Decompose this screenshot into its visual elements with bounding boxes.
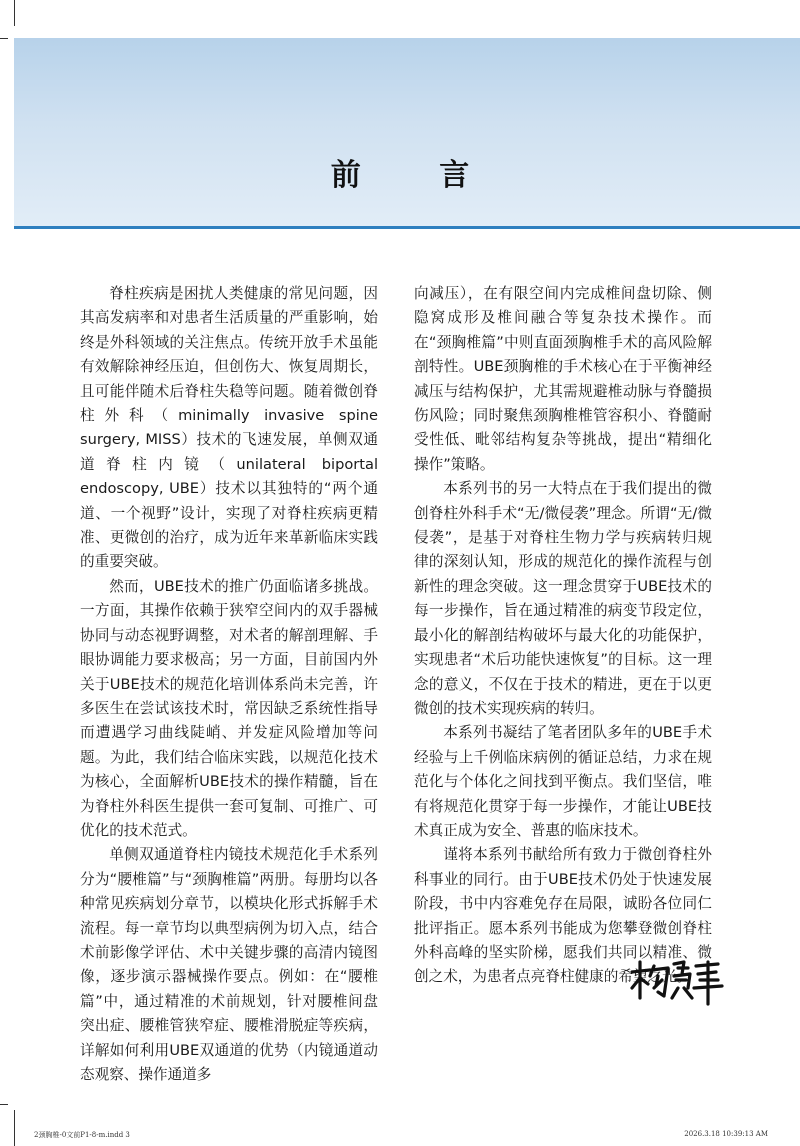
crop-mark-tl-h <box>0 38 8 39</box>
page-title: 前 言 <box>330 158 504 193</box>
header-banner <box>14 38 800 228</box>
paragraph-continuation: 向减压），在有限空间内完成椎间盘切除、侧隐窝成形及椎间融合等复杂技术操作。而在“颈胸椎篇”中则直面颈胸椎手术的高风险解剖特性。UBE颈胸椎的手术核心在于平衡神经减压与结构保护，尤其需规避椎动脉与脊髓损伤风险；同时聚焦颈胸椎椎管容积小、脊髓耐受性低、毗邻结构复杂等挑战，提出“精细化操作”策略。 <box>414 285 712 473</box>
left-column <box>80 282 378 1087</box>
crop-mark-bl-v <box>14 1110 15 1146</box>
right-column <box>414 282 712 990</box>
paragraph: 本系列书的另一大特点在于我们提出的微创脊柱外科手术“无/微侵袭”理念。所谓“无/微侵袭”，是基于对脊柱生物力学与疾病转归规律的深刻认知，形成的规范化的操作流程与创新性的理念突破。这一理念贯穿于UBE技术的每一步操作，旨在通过精准的病变节段定位，最小化的解剖结构破坏与最大化的功能保护，实现患者“术后功能快速恢复”的目标。这一理念的意义，不仅在于技术的精进，更在于以更微创的技术实现疾病的转归。 <box>414 480 712 717</box>
paragraph: 然而，UBE技术的推广仍面临诸多挑战。一方面，其操作依赖于狭窄空间内的双手器械协同与动态视野调整，对术者的解剖理解、手眼协调能力要求极高；另一方面，目前国内外关于UBE技术的规范化培训体系尚未完善，许多医生在尝试该技术时，常因缺乏系统性指导而遭遇学习曲线陡峭、并发症风险增加等问题。为此，我们结合临床实践，以规范化技术为核心，全面解析UBE技术的操作精髓，旨在为脊柱外科医生提供一套可复制、可推广、可优化的技术范式。 <box>80 577 378 839</box>
crop-mark-bl-h <box>0 1104 8 1105</box>
footer-timestamp: 2026.3.18 10:39:13 AM <box>684 1130 768 1138</box>
footer-file-info: 2颈胸椎-0文前P1-8-m.indd 3 <box>34 1131 130 1139</box>
header-rule <box>14 226 800 229</box>
crop-mark-tl-v <box>14 0 15 26</box>
paragraph: 本系列书凝结了笔者团队多年的UBE手术经验与上千例临床病例的循证总结，力求在规范化与个体化之间找到平衡点。我们坚信，唯有将规范化贯穿于每一步操作，才能让UBE技术真正成为安全、普惠的临床技术。 <box>414 724 712 839</box>
paragraph: 谨将本系列书献给所有致力于微创脊柱外科事业的同行。由于UBE技术仍处于快速发展阶段，书中内容难免存在局限，诚盼各位同仁批评指正。愿本系列书能成为您攀登微创脊柱外科高峰的坚实阶梯，愿我们共同以精准、微创之术，为患者点亮脊柱健康的希望之光。 <box>414 846 712 986</box>
paragraph: 单侧双通道脊柱内镜技术规范化手术系列分为“腰椎篇”与“颈胸椎篇”两册。每册均以各种常见疾病划分章节，以模块化形式拆解手术流程。每一章节均以典型病例为切入点，结合术前影像学评估、术中关键步骤的高清内镜图像，逐步演示器械操作要点。例如：在“腰椎篇”中，通过精准的术前规划，针对腰椎间盘突出症、腰椎管狭窄症、腰椎滑脱症等疾病，详解如何利用UBE双通道的优势（内镜通道动态观察、操作通道多 <box>80 846 378 1083</box>
paragraph: 脊柱疾病是困扰人类健康的常见问题，因其高发病率和对患者生活质量的严重影响，始终是外科领域的关注焦点。传统开放手术虽能有效解除神经压迫，但创伤大、恢复周期长，且可能伴随术后脊柱失稳等问题。随着微创脊柱外科（minimally invasive spine surgery, MISS）技术的飞速发展，单侧双通道脊柱内镜（unilateral biportal endoscopy, UBE）技术以其独特的“两个通道、一个视野”设计，实现了对脊柱疾病更精准、更微创的治疗，成为近年来革新临床实践的重要突破。 <box>80 285 378 571</box>
author-signature <box>628 958 724 1006</box>
